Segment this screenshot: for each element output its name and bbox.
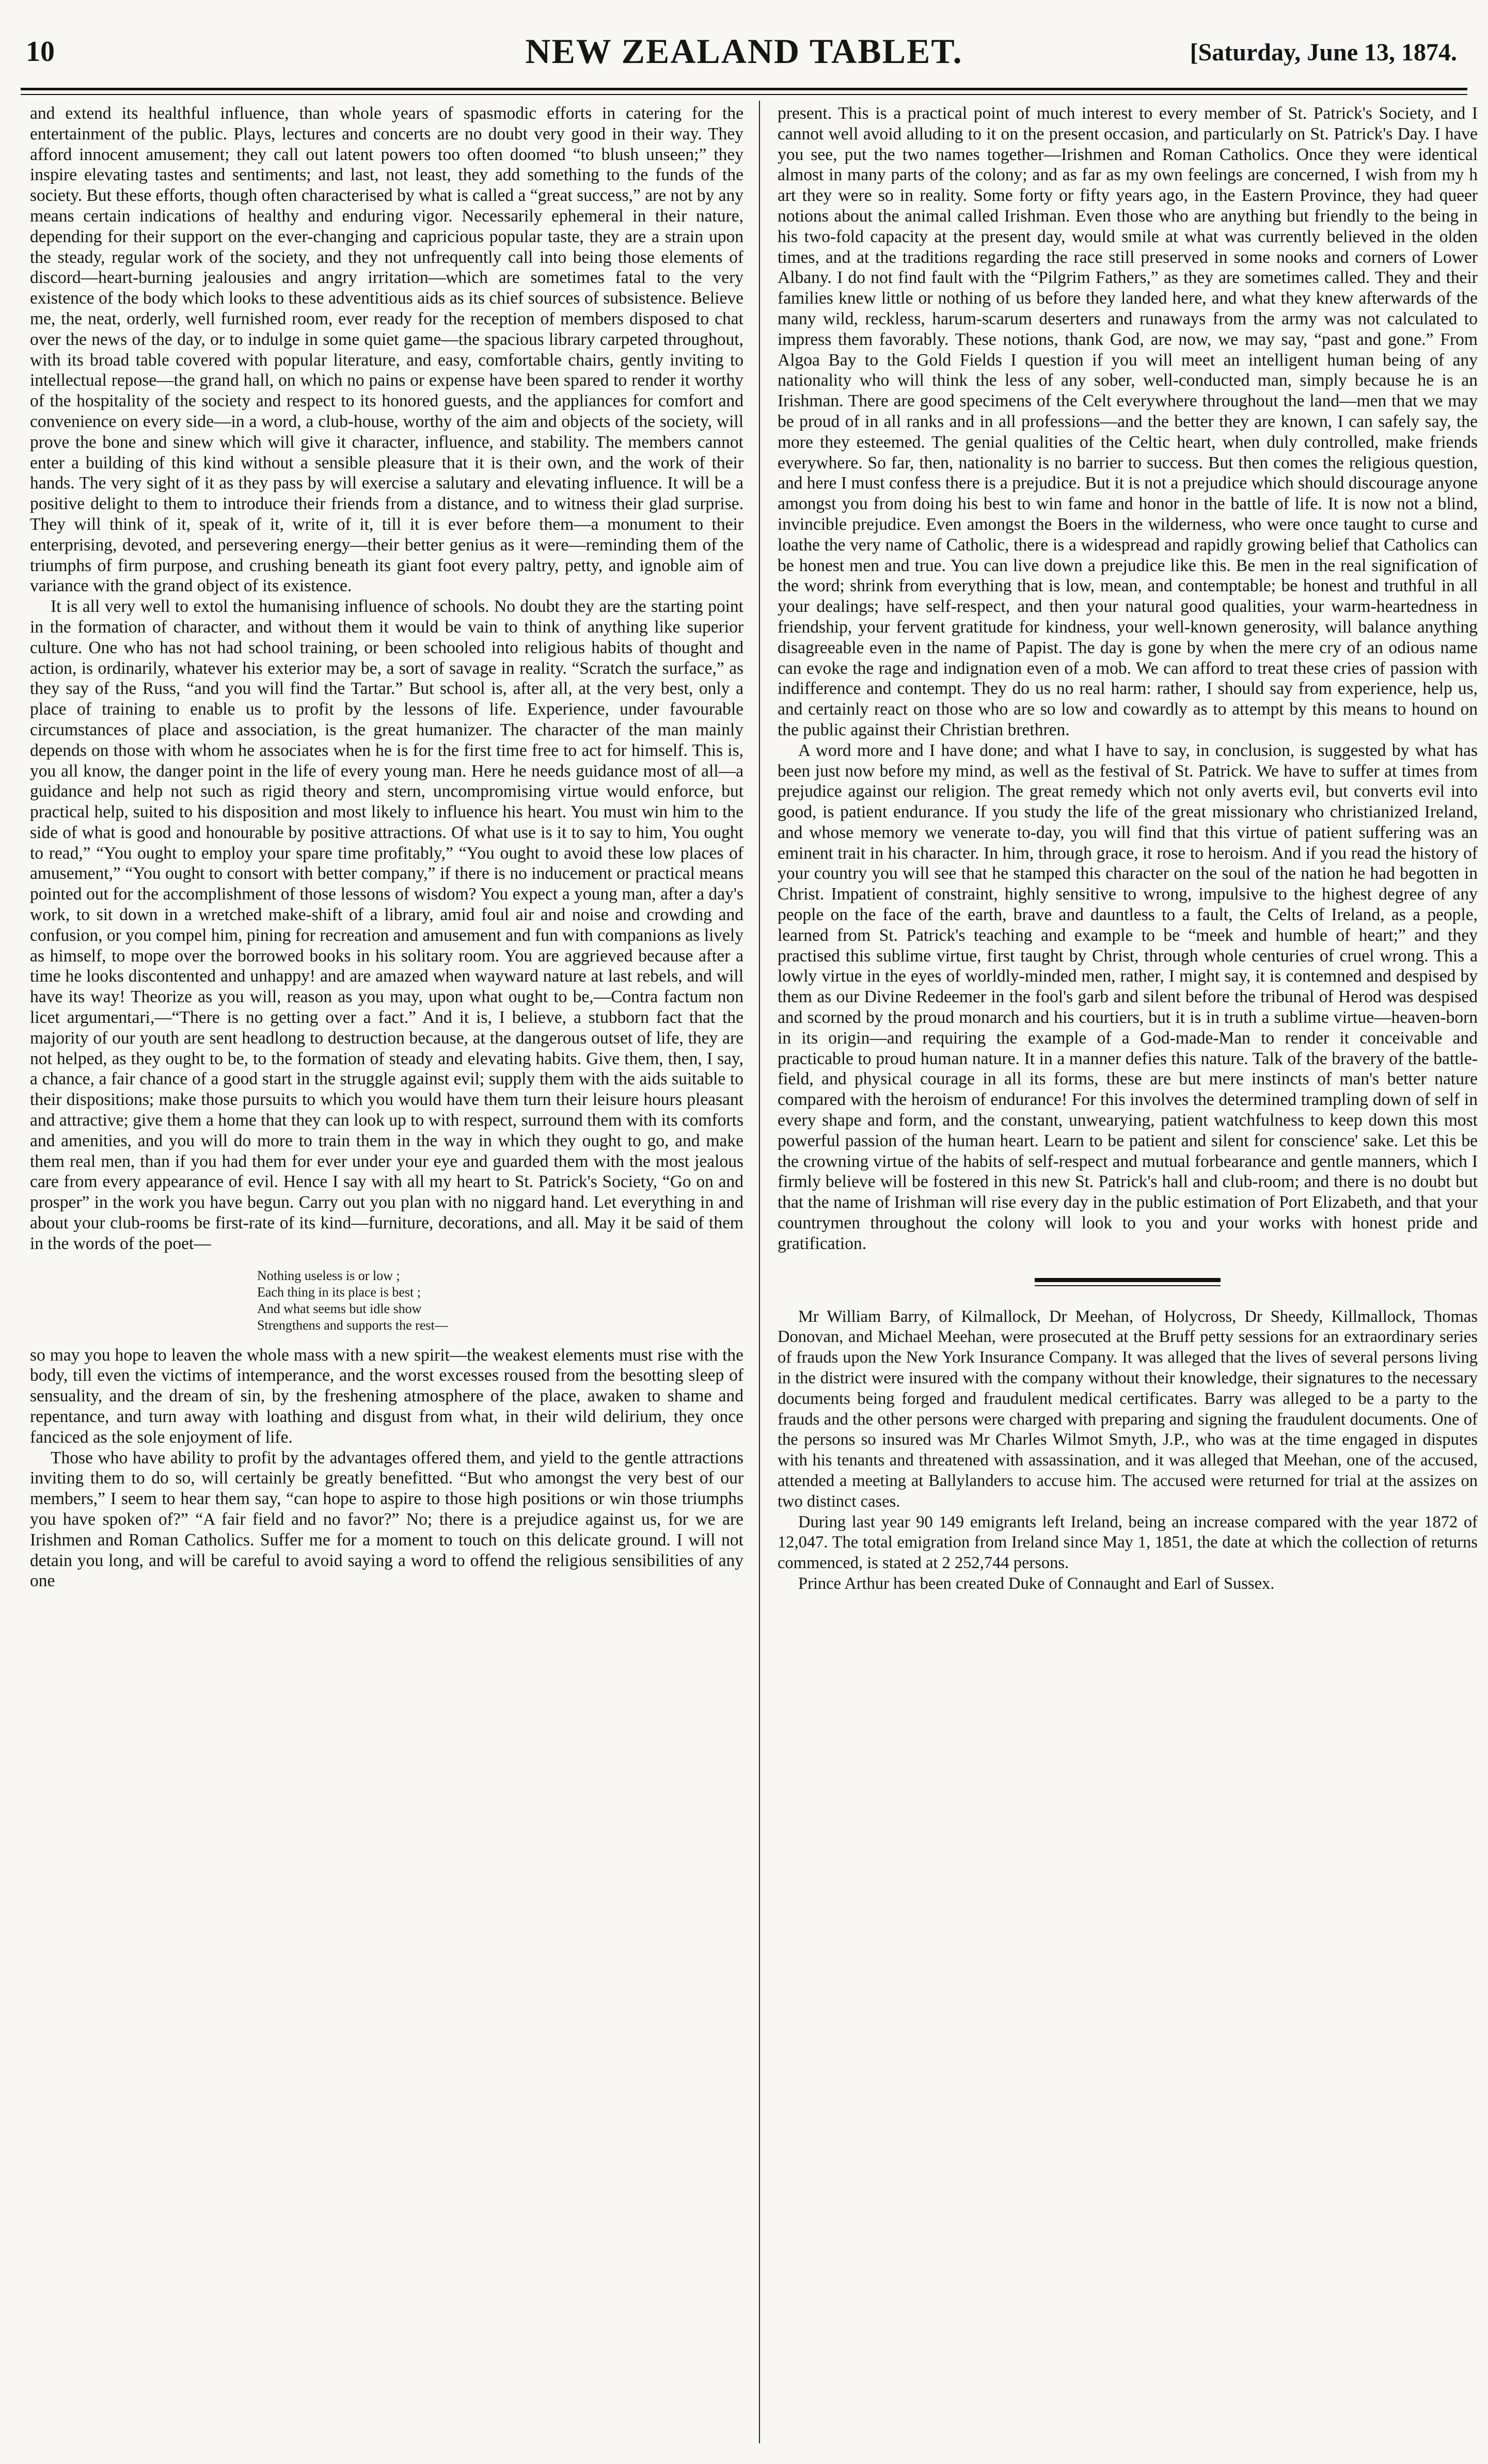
poem-quote — [257, 1268, 743, 1334]
poem-line: Strengthens and supports the rest— — [257, 1317, 448, 1333]
poem-line: And what seems but idle show — [257, 1301, 422, 1316]
article-paragraph: and extend its healthful influence, than whole years of spasmodic efforts in catering for the entertainment of the public. Plays, lectures and concerts are no doubt very good in their way. They afford innocent amusement; they call out latent powers too often doomed “to blush unseen;” they inspire elevating tastes and sentiments; and last, not least, they add something to the funds of the society. But these efforts, though often characterised by what is called a “great success,” are not by any means certain indications of healthy and enduring vigor. Necessarily ephemeral in their nature, depending for their support on the ever-changing and capricious popular taste, they are a strain upon the steady, regular work of the society, and they not unfrequently call into being those elements of discord—heart-burning jealousies and angry irritation—which are sometimes fatal to the very existence of the body which looks to these adventitious aids as its chief sources of subsistence. Believe me, the neat, orderly, well furnished room, ever ready for the reception of members disposed to chat over the news of the day, or to indulge in some quiet game—the spacious library carpeted throughout, with its broad table covered with popular literature, and easy, comfortable chairs, gently inviting to intellectual repose—the grand hall, on which no pains or expense have been spared to render it worthy of the hospitality of the society and respect to its honored guests, and the appliances for comfort and convenience on every side—in a word, a club-house, worthy of the aim and objects of the society, will prove the bone and sinew which will give it character, influence, and stability. The members cannot enter a building of this kind without a sensible pleasure that it is their own, and the work of their hands. The very sight of it as they pass by will exercise a salutary and elevating influence. It will be a positive delight to them to introduce their friends from a distance, and to witness their glad surprise. They will think of it, speak of it, write of it, till it is ever before them—a monument to their enterprising, devoted, and persevering energy—their better genius as it were—reminding them of the triumphs of firm purpose, and crushing beneath its giant foot every paltry, petty, and ignoble aim of variance with the grand object of its existence. — [30, 104, 743, 596]
masthead-rule — [21, 88, 1467, 95]
poem-line: Nothing useless is or low ; — [257, 1268, 400, 1283]
article-paragraph: present. This is a practical point of much interest to every member of St. Patrick's Society, and I cannot well avoid alluding to it on the present occasion, and particularly on St. Patrick's Day. I have you see, put the two names together—Irishmen and Roman Catholics. Once they were identical almost in many parts of the colony; and as far as my own feelings are concerned, I wish from my h art they were so in reality. Some forty or fifty years ago, in the Eastern Province, they had queer notions about the animal called Irishman. Even those who are anything but friendly to the being in his two-fold capacity at the present day, would smile at what was currently believed in the olden times, and at the traditions regarding the race still preserved in some nooks and corners of Lower Albany. I do not find fault with the “Pilgrim Fathers,” as they are sometimes called. They and their families knew little or nothing of us before they landed here, and what they knew afterwards of the many wild, reckless, harum-scarum deserters and runaways from the army was not calculated to impress them favorably. These notions, thank God, are now, we may say, “past and gone.” From Algoa Bay to the Gold Fields I question if you will meet an intelligent human being of any nationality who will think the less of any sober, well-conducted man, simply because he is an Irishman. There are good specimens of the Celt everywhere throughout the land—men that we may be proud of in all ranks and in all professions—and the better they are known, I can safely say, the more they esteemed. The genial qualities of the Celtic heart, when duly controlled, make friends everywhere. So far, then, nationality is no barrier to success. But then comes the religious question, and here I must confess there is a prejudice. But it is not a prejudice which should discourage anyone amongst you from doing his best to win fame and honor in the battle of life. It is now not a blind, invincible prejudice. Even amongst the Boers in the wilderness, who were once taught to curse and loathe the very name of Catholic, there is a widespread and rapidly growing belief that Catholics can be honest men and true. You can live down a prejudice like this. Be men in the real signification of the word; shrink from everything that is low, mean, and contemptable; be honest and truthful in all your dealings; have self-respect, and then your natural good qualities, your warm-heartedness in friendship, your fervent gratitude for kindness, your well-known generosity, will balance anything disagreeable even in the name of Papist. The day is gone by when the mere cry of an odious name can evoke the rage and indignation even of a mob. We can afford to treat these cries of passion with indifference and contempt. They do us no real harm: rather, I should say from experience, help us, and certainly react on those who are so low and cowardly as to attempt by this means to hound on the public against their Christian brethren. — [778, 104, 1478, 739]
section-separator — [1035, 1278, 1221, 1286]
news-item: During last year 90 149 emigrants left Ireland, being an increase compared with the year 1872 of 12,047. The total emigration from Ireland since May 1, 1851, the date at which the collection of returns commenced, is stated at 2 252,744 persons. — [778, 1512, 1478, 1573]
news-item: Prince Arthur has been created Duke of Connaught and Earl of Sussex. — [798, 1574, 1275, 1593]
column-divider — [759, 101, 760, 2443]
article-paragraph: Those who have ability to profit by the advantages offered them, and yield to the gentle attractions inviting them to do so, will certainly be greatly benefitted. “But who amongst the very best of our members,” I seem to hear them say, “can hope to aspire to those high positions or win those triumphs you have spoken of?” “A fair field and no favor?” No; there is a prejudice against us, for we are Irishmen and Roman Catholics. Suffer me for a moment to touch on this delicate ground. I will not detain you long, and will be careful to avoid saying a word to offend the religious sensibilities of any one — [30, 1448, 743, 1591]
poem-line: Each thing in its place is best ; — [257, 1284, 421, 1300]
page-number: 10 — [26, 36, 55, 68]
left-column — [30, 103, 743, 2438]
article-paragraph: A word more and I have done; and what I have to say, in conclusion, is suggested by what has been just now before my mind, as well as the festival of St. Patrick. We have to suffer at times from prejudice against our religion. The great remedy which not only averts evil, but converts evil into good, is patient endurance. If you study the life of the great missionary who christianized Ireland, and whose memory we venerate to-day, you will find that this virtue of patient suffering was an eminent trait in his character. In him, through grace, it rose to heroism. And if you read the history of your country you will see that he stamped this character on the soul of the nation he had begotten in Christ. Impatient of constraint, highly sensitive to wrong, impulsive to the highest degree of any people on the face of the earth, brave and dauntless to a fault, the Celts of Ireland, as a people, learned from St. Patrick's teaching and example to be “meek and humble of heart;” and they practised this sublime virtue, first taught by Christ, through whole centuries of cruel wrong. This a lowly virtue in the eyes of worldly-minded men, rather, I might say, it is contemned and despised by them as our Divine Redeemer in the fool's garb and silent before the tribunal of Herod was despised and scorned by the proud monarch and his courtiers, but it is in truth a sublime virtue—heaven-born in its origin—and requiring the example of a God-made-Man to render it conceivable and practicable to proud human nature. It in a manner defies this nature. Talk of the bravery of the battle-field, and physical courage in all its forms, these are but mere instincts of man's better nature compared with the heroism of endurance! For this involves the determined trampling down of self in every shape and form, and the constant, unwearying, patient watchfulness to keep down this most powerful passion of the human heart. Learn to be patient and silent for conscience' sake. Let this be the crowning virtue of the habits of self-respect and mutual forbearance and gentle manners, which I firmly believe will be fostered in this new St. Patrick's hall and club-room; and there is no doubt but that the name of Irishman will rise every day in the public estimation of Port Elizabeth, and that your countrymen throughout the colony will look to you and your works with honest pride and gratification. — [778, 740, 1478, 1253]
issue-date: [Saturday, June 13, 1874. — [1190, 39, 1457, 66]
newspaper-title: NEW ZEALAND TABLET. — [525, 31, 963, 71]
masthead — [21, 31, 1467, 83]
right-column — [778, 103, 1478, 2438]
news-item: Mr William Barry, of Kilmallock, Dr Meehan, of Holycross, Dr Sheedy, Killmallock, Thomas Donovan, and Michael Meehan, were prosecuted at the Bruff petty sessions for an extraordinary series of frauds upon the New York Insurance Company. It was alleged that the lives of several persons living in the district were insured with the company without their knowledge, their signatures to the necessary documents being forged and fraudulent medical certificates. Barry was alleged to be a party to the frauds and the other persons were charged with preparing and signing the fraudulent documents. One of the persons so insured was Mr Charles Wilmot Smyth, J.P., who was at the time engaged in disputes with his tenants and threatened with assassination, and it was alleged that Meehan, one of the accused, attended a meeting at Ballylanders to accuse him. The accused were returned for trial at the assizes on two distinct cases. — [778, 1307, 1478, 1511]
article-paragraph: It is all very well to extol the humanising influence of schools. No doubt they are the starting point in the formation of character, and without them it would be vain to think of anything like superior culture. One who has not had school training, or been schooled into religious habits of thought and action, is ordinarily, whatever his exterior may be, a sort of savage in reality. “Scratch the surface,” as they say of the Russ, “and you will find the Tartar.” But school is, after all, at the very best, only a place of training to enable us to profit by the lessons of life. Experience, under favourable circumstances of place and association, is the great humanizer. The character of the man mainly depends on those with whom he associates when he is for the first time free to act for himself. This is, you all know, the danger point in the life of every young man. Here he needs guidance most of all—a guidance and help not such as rigid theory and stern, uncompromising virtue would enforce, but practical help, suited to his disposition and most likely to influence his heart. You must win him to the side of what is good and honourable by positive attractions. Of what use is it to say to him, You ought to read,” “You ought to employ your spare time profitably,” “You ought to avoid these low places of amusement,” “You ought to consort with better company,” if there is no inducement or practical means pointed out for the accomplishment of those lessons of wisdom? You expect a young man, after a day's work, to sit down in a wretched make-shift of a library, amid foul air and noise and crowding and confusion, or you compel him, pining for recreation and amusement and fun with companions as lively as himself, to mope over the borrowed books in his solitary room. You are aggrieved because after a time he looks discontented and unhappy! and are amazed when wayward nature at last rebels, and will have its way! Theorize as you will, reason as you may, upon what ought to be,—Contra factum non licet argumentari,—“There is no getting over a fact.” And it is, I believe, a stubborn fact that the majority of our youth are sent headlong to destruction because, at the dangerous outset of life, they are not helped, as they ought to be, to the formation of steady and elevating habits. Give them, then, I say, a chance, a fair chance of a good start in the struggle against evil; supply them with the aids suitable to their dispositions; make those pursuits to which you would have them turn their leisure hours pleasant and attractive; give them a home that they can look up to with respect, surround them with its comforts and amenities, and you will do more to train them in the way in which they ought to go, and make them real men, than if you had them for ever under your eye and guarded them with the most jealous care from every appearance of evil. Hence I say with all my heart to St. Patrick's Society, “Go on and prosper” in the work you have begun. Carry out you plan with no niggard hand. Let everything in and about your club-rooms be first-rate of its kind—furniture, decorations, and all. May it be said of them in the words of the poet— — [30, 597, 743, 1253]
article-paragraph: so may you hope to leaven the whole mass with a new spirit—the weakest elements must rise with the body, till even the victims of intemperance, and the worst excesses roused from the besotting sleep of sensuality, and the dream of sin, by the freshening atmosphere of the place, awaken to shame and repentance, and turn away with loathing and disgust from what, in their wild delirium, they once fanciced as the sole enjoyment of life. — [30, 1345, 743, 1447]
